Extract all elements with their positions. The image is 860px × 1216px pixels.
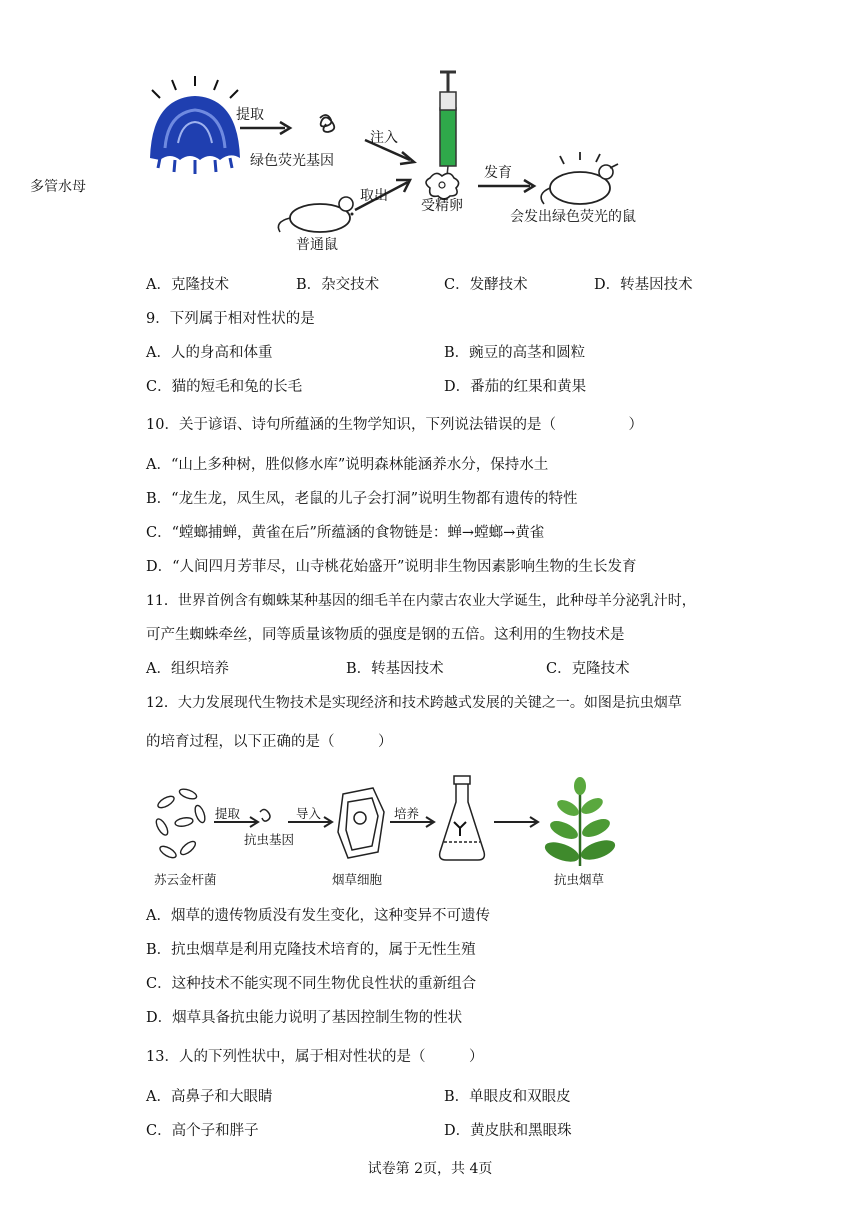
q12-option-d[interactable]: D．烟草具备抗虫能力说明了基因控制生物的性状 (146, 1010, 463, 1026)
bacteria-icon (154, 787, 207, 860)
q8-option-a[interactable]: A．克隆技术 (146, 277, 229, 293)
q10-option-d[interactable]: D．“人间四月芳菲尽，山寺桃花始盛开”说明非生物因素影响生物的生长发育 (146, 559, 637, 575)
q11-line1: 11．世界首例含有蜘蛛某种基因的细毛羊在内蒙古农业大学诞生，此种母羊分泌乳汁时， (146, 593, 696, 609)
q8-option-d[interactable]: D．转基因技术 (594, 277, 693, 293)
q9-stem: 9．下列属于相对性状的是 (146, 311, 315, 327)
gfp-diagram-svg (140, 68, 680, 258)
inject-label: 注入 (370, 130, 398, 146)
q13-option-c[interactable]: C．高个子和胖子 (146, 1123, 259, 1139)
q10-option-a[interactable]: A．“山上多种树，胜似修水库”说明森林能涵养水分，保持水土 (146, 457, 549, 473)
q8-option-c[interactable]: C．发酵技术 (444, 277, 528, 293)
gfp-mouse-figure (140, 68, 680, 258)
resistance-gene-label: 抗虫基因 (244, 832, 295, 847)
q12-option-a[interactable]: A．烟草的遗传物质没有发生变化，这种变异不可遗传 (146, 908, 490, 924)
gene-label: 绿色荧光基因 (250, 153, 334, 169)
q10-option-b[interactable]: B．“龙生龙，凤生凤，老鼠的儿子会打洞”说明生物都有遗传的特性 (146, 491, 578, 507)
q12-option-b[interactable]: B．抗虫烟草是利用克隆技术培育的，属于无性生殖 (146, 942, 476, 958)
q8-option-b[interactable]: B．杂交技术 (296, 277, 380, 293)
q13-option-b[interactable]: B．单眼皮和双眼皮 (444, 1089, 571, 1105)
q12-line1: 12．大力发展现代生物技术是实现经济和技术跨越式发展的关键之一。如图是抗虫烟草 (146, 695, 682, 711)
q9-option-b[interactable]: B．豌豆的高茎和圆粒 (444, 345, 586, 361)
takeout-label: 取出 (360, 188, 388, 204)
q11-option-c[interactable]: C．克隆技术 (546, 661, 630, 677)
q12-line2: 的培育过程，以下正确的是（ ） (146, 734, 393, 750)
q10-stem: 10．关于谚语、诗句所蕴涵的生物学知识，下列说法错误的是（ ） (146, 417, 643, 433)
egg-label: 受精卵 (421, 198, 463, 214)
q13-stem: 13．人的下列性状中，属于相对性状的是（ ） (146, 1049, 484, 1065)
result-label: 会发出绿色荧光的鼠 (510, 209, 636, 225)
glowing-mouse-icon (541, 152, 618, 204)
culture-label: 培养 (394, 806, 420, 821)
normal-mouse-icon (278, 197, 353, 232)
tobacco-cell-icon (338, 788, 384, 858)
import-label: 导入 (296, 806, 322, 821)
q11-option-b[interactable]: B．转基因技术 (346, 661, 444, 677)
tobacco-cell-label: 烟草细胞 (332, 872, 383, 887)
q9-option-c[interactable]: C．猫的短毛和兔的长毛 (146, 379, 303, 395)
tobacco-plant-label: 抗虫烟草 (554, 872, 605, 887)
extract-label: 提取 (236, 107, 264, 123)
page-footer: 试卷第 2页，共 4页 (367, 1161, 493, 1177)
q11-line2: 可产生蜘蛛牵丝，同等质量该物质的强度是钢的五倍。这利用的生物技术是 (146, 627, 625, 643)
culture-flask-icon (440, 776, 485, 860)
q11-option-a[interactable]: A．组织培养 (146, 661, 229, 677)
q13-option-a[interactable]: A．高鼻子和大眼睛 (146, 1089, 273, 1105)
tobacco-plant-icon (542, 777, 617, 866)
develop-label: 发育 (484, 165, 512, 181)
q10-option-c[interactable]: C．“螳螂捕蝉，黄雀在后”所蕴涵的食物链是：蝉→螳螂→黄雀 (146, 525, 545, 541)
tobacco-extract-label: 提取 (215, 806, 241, 821)
q9-option-d[interactable]: D．番茄的红果和黄果 (444, 379, 587, 395)
gene-icon (260, 810, 270, 822)
gene-coil-icon (320, 115, 334, 132)
q9-option-a[interactable]: A．人的身高和体重 (146, 345, 273, 361)
q12-option-c[interactable]: C．这种技术不能实现不同生物优良性状的重新组合 (146, 976, 477, 992)
bacteria-label: 苏云金杆菌 (154, 872, 217, 887)
syringe-icon (440, 72, 456, 186)
q13-option-d[interactable]: D．黄皮肤和黑眼珠 (444, 1123, 572, 1139)
normal-mouse-label: 普通鼠 (296, 237, 338, 253)
jellyfish-label: 多管水母 (30, 179, 86, 195)
jellyfish-icon (150, 76, 240, 174)
